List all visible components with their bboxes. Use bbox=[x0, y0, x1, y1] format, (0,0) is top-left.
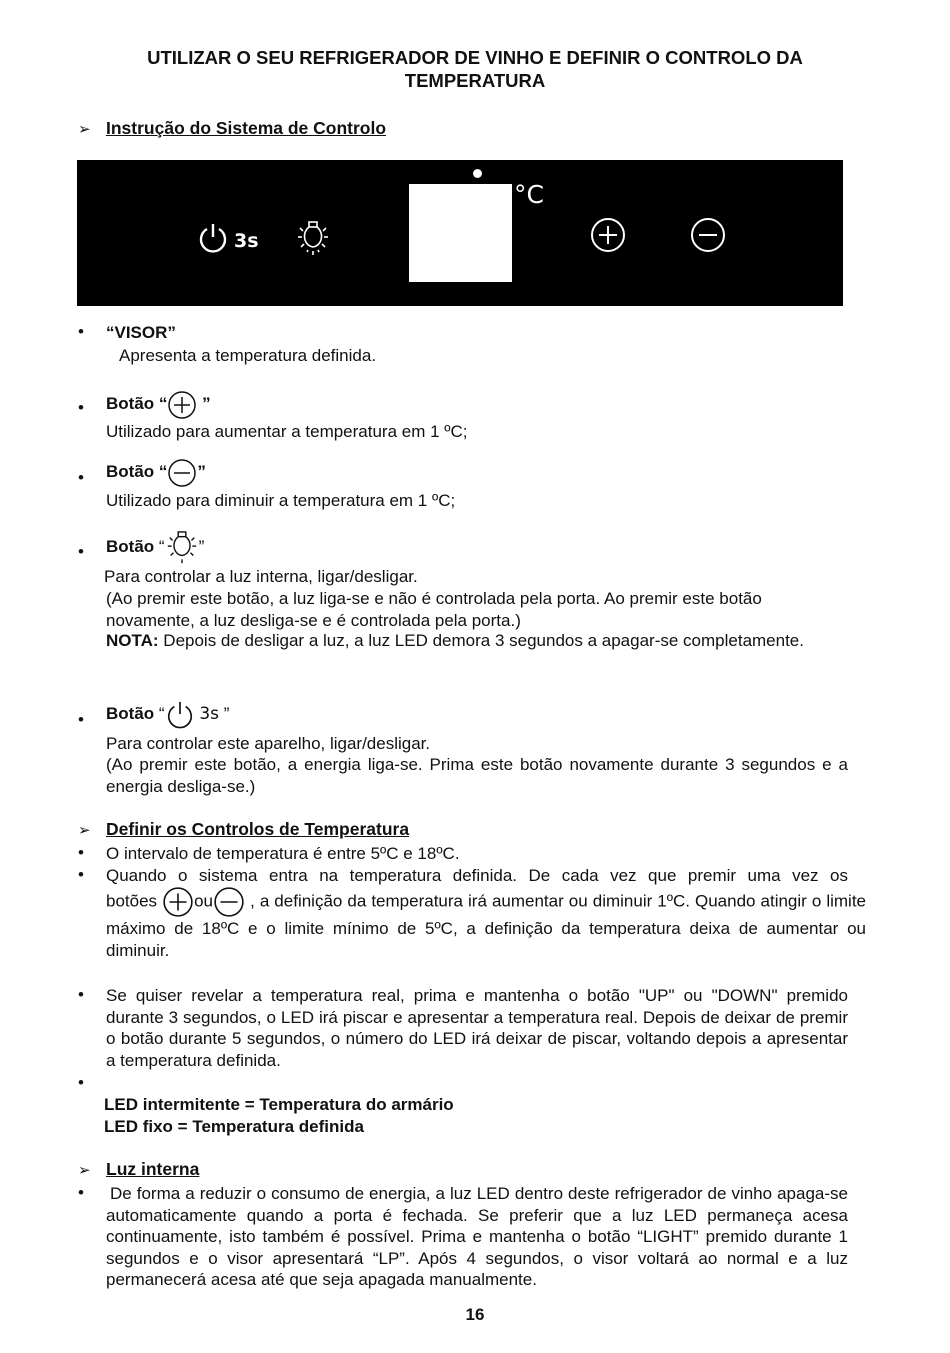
minus-icon bbox=[690, 217, 726, 253]
minus-button-label bbox=[106, 453, 206, 491]
note-label: NOTA: bbox=[106, 631, 159, 650]
indicator-dot bbox=[473, 169, 482, 178]
minus-button-description: Utilizado para diminuir a temperatura em 1 ºC; bbox=[106, 491, 456, 510]
bullet: • bbox=[78, 710, 84, 729]
plus-button-label bbox=[106, 385, 211, 423]
visor-description: Apresenta a temperatura definida. bbox=[119, 346, 377, 365]
power-icon bbox=[165, 700, 195, 730]
bullet: • bbox=[78, 843, 84, 862]
section-heading-temperature-controls bbox=[78, 819, 409, 840]
page-number: 16 bbox=[465, 1305, 485, 1324]
power-icon bbox=[197, 222, 229, 254]
bullet: • bbox=[78, 985, 84, 1004]
section-heading-text: Definir os Controlos de Temperatura bbox=[106, 819, 410, 839]
light-bulb-icon bbox=[165, 530, 199, 566]
bullet: • bbox=[78, 1073, 84, 1092]
visor-label: “VISOR” bbox=[106, 323, 176, 342]
three-seconds-label: 3s bbox=[199, 704, 219, 724]
open-quote: “ bbox=[158, 704, 165, 723]
plus-icon bbox=[590, 217, 626, 253]
bullet: • bbox=[78, 468, 84, 487]
temperature-range: O intervalo de temperatura é entre 5ºC e 18ºC. bbox=[106, 844, 460, 863]
temperature-setting-text bbox=[106, 886, 866, 961]
section-heading-text: Instrução do Sistema de Controlo bbox=[106, 118, 387, 138]
arrow-bullet-icon: ➢ bbox=[78, 121, 91, 138]
light-button-detail: (Ao premir este botão, a luz liga-se e não é controlada pela porta. Ao premir este botão novamente, a luz desliga-se e é controlada pela porta.) bbox=[106, 589, 762, 630]
close-quote: ” bbox=[202, 394, 211, 413]
buttons-word: botões bbox=[106, 891, 158, 911]
light-bulb-icon bbox=[295, 220, 331, 258]
title-line-2: TEMPERATURA bbox=[404, 70, 546, 91]
section-heading-control-system bbox=[78, 118, 386, 139]
or-word: ou bbox=[194, 891, 214, 911]
minus-button-label-text: Botão “ bbox=[106, 462, 168, 481]
bullet: • bbox=[78, 322, 84, 341]
power-button-label bbox=[106, 694, 229, 734]
plus-button-label-text: Botão “ bbox=[106, 394, 168, 413]
celsius-unit: °C bbox=[514, 180, 544, 209]
led-fixed-legend: LED fixo = Temperatura definida bbox=[104, 1117, 364, 1136]
page-title bbox=[0, 46, 950, 92]
plus-button-description: Utilizado para aumentar a temperatura em 1 ºC; bbox=[106, 422, 468, 441]
temperature-setting-line1: Quando o sistema entra na temperatura definida. De cada vez que premir uma vez os bbox=[106, 866, 848, 885]
open-quote: “ bbox=[158, 537, 165, 556]
close-quote: ” bbox=[198, 537, 205, 556]
temperature-setting-rest: , a definição da temperatura irá aumentar ou diminuir 1ºC. Quando atingir o limite máximo de 18ºC e o limite mínimo de 5ºC, a definição da temperatura deixa de aumentar ou diminuir. bbox=[106, 891, 867, 960]
section-heading-text: Luz interna bbox=[106, 1159, 200, 1179]
light-button-label-text: Botão bbox=[106, 537, 155, 556]
bullet: • bbox=[78, 398, 84, 417]
power-button-detail: (Ao premir este botão, a energia liga-se. Prima este botão novamente durante 3 segundos e a energia desliga-se.) bbox=[106, 755, 848, 796]
internal-light-text: De forma a reduzir o consumo de energia, a luz LED dentro deste refrigerador de vinho apaga-se automaticamente quando a porta é fechada. Se preferir que a luz LED permaneça acesa continuamente, isto também é possível. Prima e mantenha o botão “LIGHT” premido durante 1 segundos e o visor apresentará “LP”. Após 4 segundos, o visor voltará ao normal e a luz permanecerá acesa até que seja apagada manualmente. bbox=[106, 1184, 848, 1289]
minus-icon bbox=[213, 886, 245, 918]
arrow-bullet-icon: ➢ bbox=[78, 822, 91, 839]
bullet: • bbox=[78, 865, 84, 884]
title-line-1: UTILIZAR O SEU REFRIGERADOR DE VINHO E DEFINIR O CONTROLO DA bbox=[147, 47, 803, 68]
light-button-description: Para controlar a luz interna, ligar/desligar. bbox=[104, 567, 418, 586]
reveal-temperature-text: Se quiser revelar a temperatura real, prima e mantenha o botão "UP" ou "DOWN" premido durante 3 segundos, o LED irá piscar e apresentar a temperatura real. Depois de deixar de premir o botão durante 5 segundos, o número do LED irá deixar de piscar, voltando depois a apresentar a temperatura definida. bbox=[106, 986, 848, 1070]
three-seconds-label: 3s bbox=[234, 230, 259, 252]
power-button-label-text: Botão bbox=[106, 704, 155, 723]
bullet: • bbox=[78, 542, 84, 561]
arrow-bullet-icon: ➢ bbox=[78, 1162, 91, 1179]
temperature-display bbox=[409, 184, 512, 282]
note-text: Depois de desligar a luz, a luz LED demora 3 segundos a apagar-se completamente. bbox=[158, 631, 804, 650]
control-panel-illustration bbox=[77, 160, 843, 306]
close-quote: ” bbox=[197, 462, 206, 481]
section-heading-internal-light bbox=[78, 1159, 199, 1180]
plus-icon bbox=[162, 886, 194, 918]
led-blinking-legend: LED intermitente = Temperatura do armário bbox=[104, 1095, 454, 1114]
close-quote: ” bbox=[223, 704, 230, 723]
light-button-note bbox=[106, 630, 846, 652]
bullet: • bbox=[78, 1183, 84, 1202]
light-button-label bbox=[106, 527, 204, 567]
minus-icon bbox=[167, 458, 197, 488]
plus-icon bbox=[167, 390, 197, 420]
power-button-description: Para controlar este aparelho, ligar/desligar. bbox=[106, 734, 431, 753]
